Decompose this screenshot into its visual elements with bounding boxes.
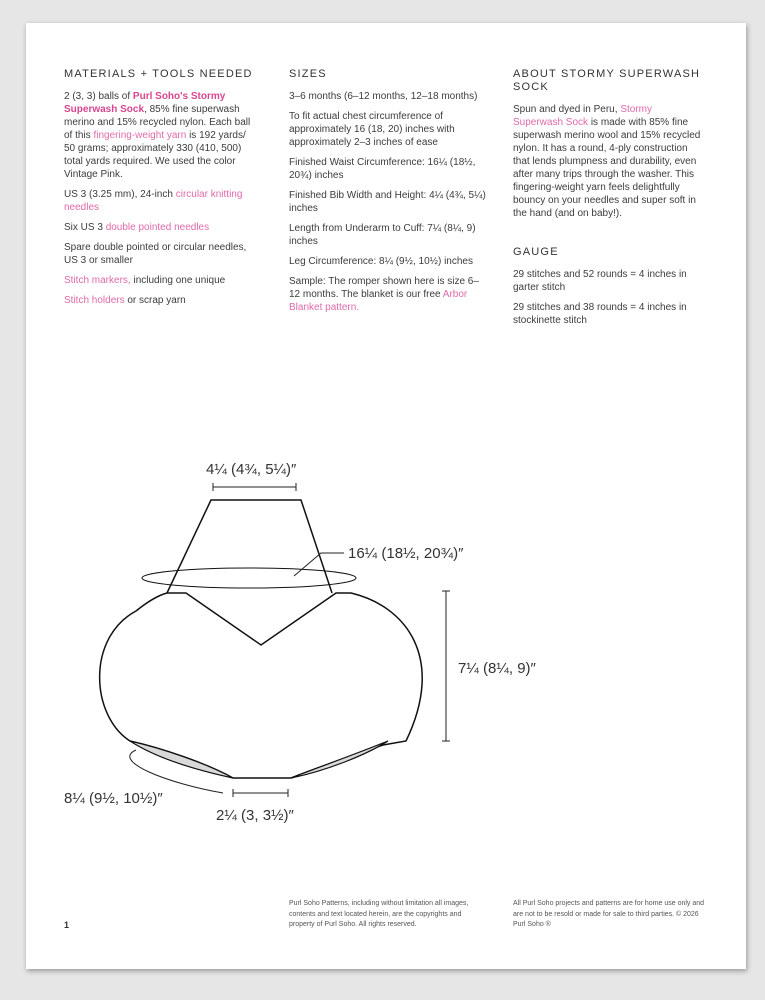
yarn-link[interactable]: Purl Soho's Stormy Superwash Sock <box>64 91 226 115</box>
leg-label: 8¼ (9½, 10½)″ <box>64 790 163 807</box>
length-label: 7¼ (8¼, 9)″ <box>458 660 536 677</box>
sizes-waist: Finished Waist Circumference: 16¼ (18½, 20¾) inches <box>289 157 476 181</box>
sizes-fit: To fit actual chest circumference of approximately 16 (18, 20) inches with approximately 2–3 inches of ease <box>289 111 455 148</box>
about-text-post: is made with 85% fine superwash merino wool and 15% recycled nylon. It has a round, 4-ply construction that lends plumpness and durability, even after many trips through the washer. This fingering-weight yarn feels delightfully bouncy on your needles and super soft in the hand (and on baby!). <box>513 117 701 219</box>
left-leg-opening <box>130 741 233 778</box>
yarn-text: 2 (3, 3) balls of <box>64 91 133 102</box>
sample-text: Sample: The romper shown here is size 6–12 months. The blanket is our free <box>289 276 479 300</box>
right-leg-opening <box>291 741 388 778</box>
stitch-markers-link[interactable]: Stitch markers, <box>64 275 131 286</box>
stitch-holders-link[interactable]: Stitch holders <box>64 295 125 306</box>
gauge-stockinette: 29 stitches and 38 rounds = 4 inches in stockinette stitch <box>513 302 687 326</box>
about-text: Spun and dyed in Peru, <box>513 104 621 115</box>
stormy-yarn-link[interactable]: Stormy Superwash Sock <box>513 104 652 128</box>
fingering-weight-link[interactable]: fingering-weight yarn <box>93 130 187 141</box>
waist-label: 16¼ (18½, 20¾)″ <box>348 545 464 562</box>
yarn-text-post: is 192 yards/ 50 grams; approximately 330 (410, 500) total yards required. We used the color Vintage Pink. <box>64 130 246 180</box>
materials-heading: MATERIALS + TOOLS NEEDED <box>64 68 253 80</box>
romper-outline <box>100 500 423 778</box>
sizes-heading: SIZES <box>289 68 327 80</box>
romper-schematic <box>26 23 746 969</box>
sizes-length: Length from Underarm to Cuff: 7¼ (8¼, 9) inches <box>289 223 476 247</box>
gauge-heading: GAUGE <box>513 246 559 258</box>
sizes-bib: Finished Bib Width and Height: 4¼ (4¾, 5¼) inches <box>289 190 486 214</box>
spare-needles-text: Spare double pointed or circular needles, US 3 or smaller <box>64 242 247 266</box>
sizes-range: 3–6 months (6–12 months, 12–18 months) <box>289 91 478 102</box>
bib-outline <box>167 500 332 593</box>
gauge-garter: 29 stitches and 52 rounds = 4 inches in garter stitch <box>513 269 687 293</box>
dpn-link[interactable]: double pointed needles <box>105 222 210 233</box>
dpn-text: Six US 3 <box>64 222 106 233</box>
copyright-left: Purl Soho Patterns, including without limitation all images, contents and text located herein, are the copyrights and property of Purl Soho. All rights reserved. <box>289 900 469 928</box>
holders-text: or scrap yarn <box>124 295 186 306</box>
about-heading: ABOUT STORMY SUPERWASH SOCK <box>513 68 701 93</box>
copyright-right: All Purl Soho projects and patterns are for home use only and are not to be resold or made for sale to third parties. © 2026 Purl Soho ® <box>513 900 705 928</box>
sizes-leg: Leg Circumference: 8¼ (9½, 10½) inches <box>289 256 473 267</box>
markers-text: including one unique <box>130 275 226 286</box>
page-number: 1 <box>64 920 70 930</box>
needles-text: US 3 (3.25 mm), 24-inch <box>64 189 176 200</box>
bib-width-label: 4¼ (4¾, 5¼)″ <box>206 461 297 478</box>
crotch-label: 2¼ (3, 3½)″ <box>216 807 294 824</box>
yarn-text-mid: , 85% fine superwash merino and 15% recycled nylon. Each ball of this <box>64 104 251 141</box>
pattern-page <box>26 23 746 969</box>
arbor-blanket-link[interactable]: Arbor Blanket pattern. <box>289 289 468 313</box>
circular-needles-link[interactable]: circular knitting needles <box>64 189 243 213</box>
